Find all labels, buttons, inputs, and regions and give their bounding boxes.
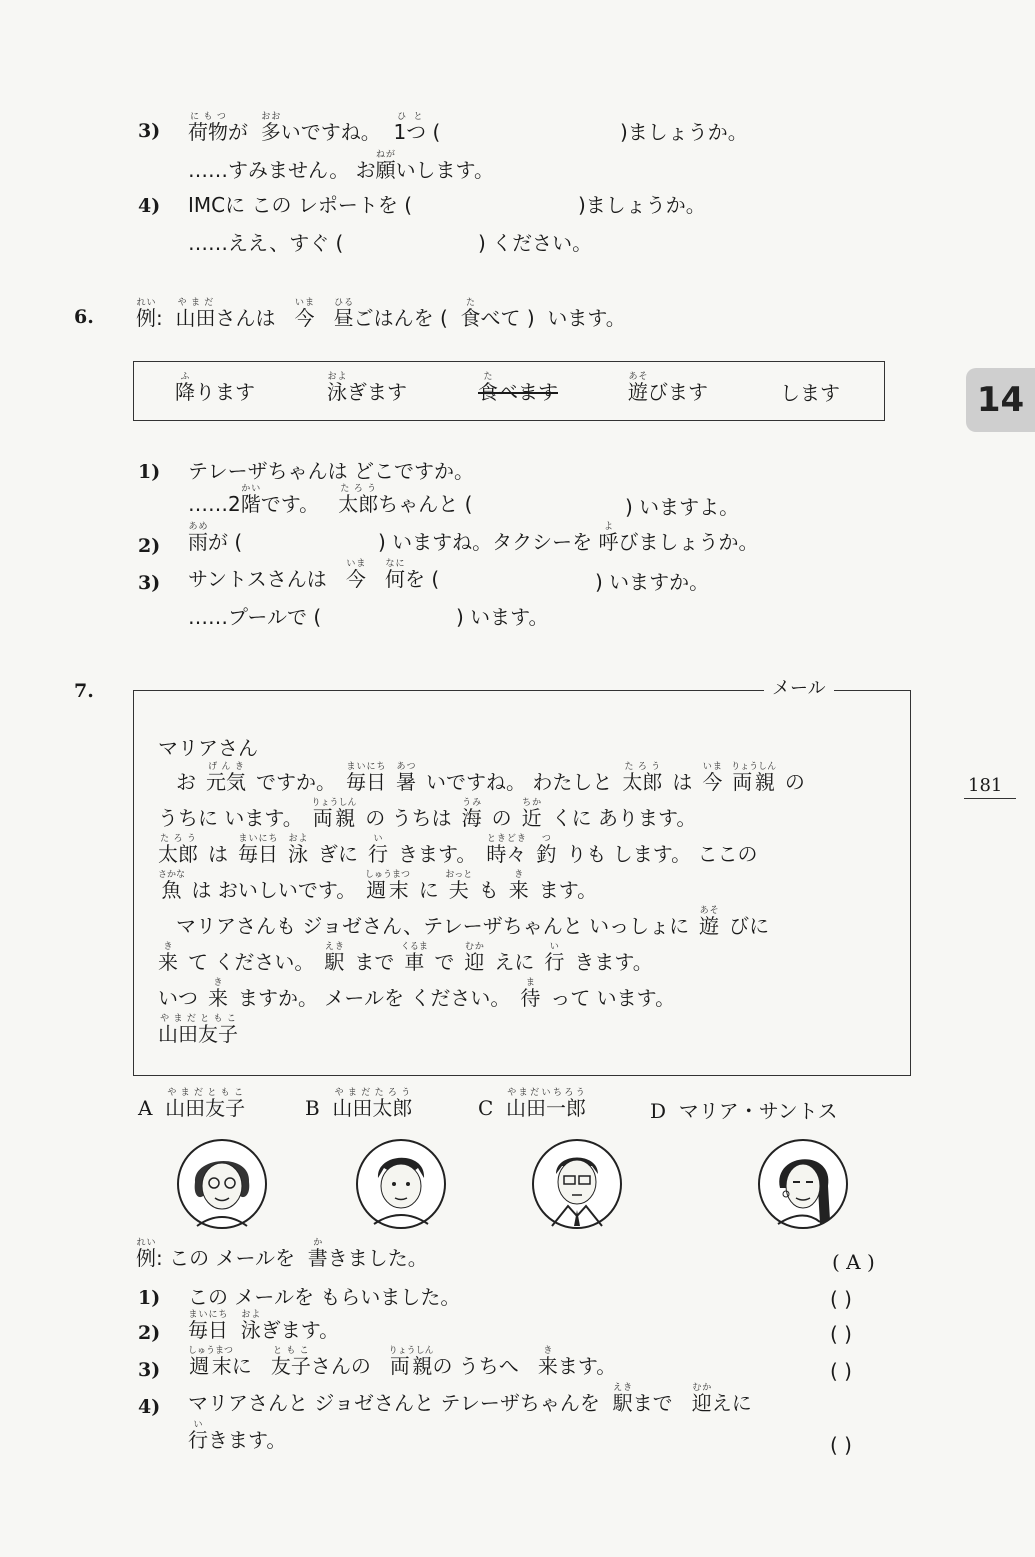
person-c: C 山田一郎やまだいちろう [478,1088,587,1120]
ex6-q3-line-tail: ) いますか。 [595,570,710,594]
mail-line-1 [176,762,815,792]
ex6-q1-question: テレーザちゃんは どこですか。 [188,459,474,483]
ex6-q1-number: 1) [138,461,161,483]
mail-text: りも します。 ここの [566,842,758,866]
mail-word: 太郎たろう [622,762,663,794]
mail-word: 元気げんき [206,762,246,794]
mail-text: びに [729,914,770,938]
mail-word: 来き [508,870,529,902]
ex7-q1-text: この メールを もらいました。 [188,1285,461,1309]
ex5-q4-answer-tail: ) ください。 [478,231,593,255]
portrait-tomoko [175,1138,269,1230]
mail-word: 暑あつ [396,762,416,794]
mail-text: て ください。 [188,950,315,974]
ex6-q2-number: 2) [138,535,161,557]
ex5-q3-answer: ……すみません。 お願ねがいします。 [188,150,494,182]
ex5-q4-answer: ……ええ、すぐ ( [188,231,344,255]
ex6-q3-number: 3) [138,572,161,594]
mail-text: ぎに [318,842,358,866]
page-number-rule [964,798,1016,799]
ex7-q4-text-cont: 行いきます。 [188,1420,287,1452]
mail-text: に [418,878,439,902]
ex6-q1-answer-tail: ) いますよ。 [625,495,740,519]
ex7-q2-answer-blank[interactable]: ( ) [830,1322,852,1346]
mail-line-7 [158,978,685,1008]
person-b: B 山田太郎やまだたろう [305,1088,413,1120]
ex7-q1-answer-blank[interactable]: ( ) [830,1287,852,1311]
mail-text: ですか。 [256,770,336,794]
ex6-example: 例れい: 山田やまださんは 今いま 昼ひるごはんを ( 食たべて ) います。 [136,298,626,330]
mail-text: で [434,950,455,974]
ex7-q1-number: 1) [138,1287,161,1309]
mail-word: 来き [158,942,178,974]
portrait-maria [756,1138,850,1230]
mail-text: お [176,770,196,794]
mail-word: 毎日まいにち [238,834,278,866]
ex5-q4-number: 4) [138,195,161,217]
ex7-q2-text: 毎日まいにち 泳およぎます。 [188,1310,340,1342]
mail-line-2 [158,798,706,828]
ex5-q3-number: 3) [138,120,161,142]
mail-word: 夫おっと [445,870,473,902]
mail-text: の うちは [365,806,452,830]
mail-text: きます。 [398,842,477,866]
ex7-q4-answer-blank[interactable]: ( ) [830,1433,852,1457]
mail-word: 海うみ [461,798,482,830]
ex7-q4-number: 4) [138,1396,161,1418]
portrait-ichiro [530,1138,624,1230]
ex7-q4-text: マリアさんと ジョゼさんと テレーザちゃんを 駅えきまで 迎むかえに [188,1383,752,1415]
page-number: 181 [968,775,1003,796]
chapter-tab-label: 14 [976,380,1025,420]
ex5-q4-line: IMCに この レポートを ( [188,193,412,217]
mail-word: 毎日まいにち [346,762,386,794]
mail-text: って います。 [550,986,676,1010]
ex6-choice-3-struck: 食たべます [478,372,558,404]
ex7-number: 7. [74,680,94,702]
ex7-q3-answer-blank[interactable]: ( ) [830,1359,852,1383]
mail-word: 両親りょうしん [731,762,777,794]
mail-line-6 [158,942,663,972]
ex6-q3-answer-tail: ) います。 [456,605,549,629]
mail-word: 釣つ [536,834,557,866]
mail-word: 魚さかな [158,870,186,902]
portrait-taro [354,1138,448,1230]
mail-text: マリアさんも ジョゼさん、テレーザちゃんと いっしょに [176,914,690,938]
ex7-example-answer: ( A ) [832,1250,875,1274]
mail-text: うちに います。 [158,806,303,830]
mail-text: は おいしいです。 [191,878,357,902]
ex7-q3-text: 週末しゅうまつに 友子ともこさんの 両親りょうしんの うちへ 来きます。 [188,1346,617,1378]
mail-word: 今いま [702,762,723,794]
mail-text: は [672,770,693,794]
mail-signature: 山田友子やまだともこ [158,1014,238,1046]
mail-word: 週末しゅうまつ [365,870,411,902]
mail-text: は [208,842,228,866]
mail-text: の [784,770,805,794]
person-d: D マリア・サントス [650,1099,838,1123]
ex6-choice-2: 泳およぎます [327,372,407,404]
ex6-q2-line-tail: ) いますね。タクシーを 呼よびましょうか。 [378,522,759,554]
ex5-q4-tail: )ましょうか。 [578,193,706,217]
mail-text: の [491,806,512,830]
ex6-number: 6. [74,306,94,328]
chapter-tab [966,368,1035,432]
mail-word: 太郎たろう [158,834,198,866]
ex6-q3-line: サントスさんは 今いま 何なにを ( [188,559,440,591]
mail-text: いつ [158,986,198,1010]
mail-word: 遊あそ [699,906,720,938]
ex5-q3-line: 荷物にもつが 多おおいですね。 1つひと ( [188,112,441,144]
mail-greeting: マリアさん [158,736,258,760]
mail-text: ますか。 メールを ください。 [238,986,511,1010]
mail-word: 行い [368,834,388,866]
ex7-example: 例れい: この メールを 書かきました。 [136,1238,428,1270]
ex7-q3-number: 3) [138,1359,161,1381]
ex7-q2-number: 2) [138,1322,161,1344]
mail-word: 待ま [520,978,541,1010]
mail-line-3 [158,834,768,864]
ex6-q2-line: 雨あめが ( [188,522,243,554]
mail-word: 行い [544,942,565,974]
mail-text: ます。 [538,878,598,902]
ex6-q3-answer: ……プールで ( [188,605,322,629]
mail-word: 近ちか [521,798,542,830]
mail-text: も [478,878,499,902]
mail-word: 時々ときどき [486,834,527,866]
mail-word: 来き [208,978,228,1010]
person-a: A 山田友子やまだともこ [138,1088,246,1120]
ex6-choice-4: 遊あそびます [628,372,708,404]
mail-word: 車くるま [400,942,428,974]
mail-text: まで [354,950,395,974]
mail-line-4 [158,870,607,900]
mail-text: えに [494,950,535,974]
mail-word: 駅えき [324,942,345,974]
ex6-q1-answer: ……2階かいです。 太郎たろうちゃんと ( [188,484,473,516]
mail-word: 両親りょうしん [311,798,357,830]
mail-text: くに あります。 [551,806,697,830]
ex7-mail-label: メール [764,680,834,698]
ex5-q3-tail: )ましょうか。 [620,120,748,144]
mail-word: 迎むか [464,942,485,974]
mail-text: いですね。 わたしと [426,770,613,794]
ex6-choice-5: します [780,381,840,405]
mail-text: きます。 [574,950,653,974]
mail-word: 泳およ [288,834,308,866]
ex6-choice-1: 降ふります [175,372,255,404]
mail-line-5 [176,906,779,936]
